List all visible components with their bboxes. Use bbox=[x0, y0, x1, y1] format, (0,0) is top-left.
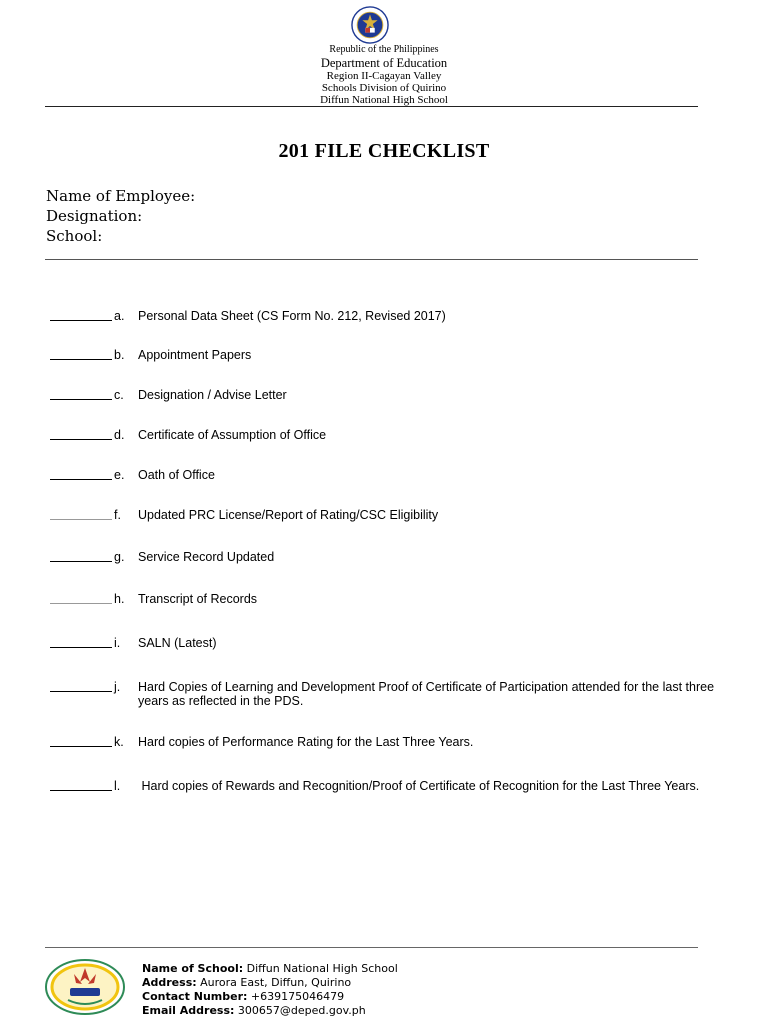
item-text: Appointment Papers bbox=[138, 348, 252, 362]
letterhead-region: Region II-Cagayan Valley bbox=[326, 70, 442, 82]
checkbox-blank-line[interactable] bbox=[50, 603, 112, 604]
checkbox-blank-line[interactable] bbox=[50, 320, 112, 321]
footer-address bbox=[142, 977, 351, 988]
designation-label: Designation: bbox=[46, 207, 143, 225]
item-letter: f. bbox=[114, 508, 121, 522]
footer-email-value[interactable]: 300657@deped.gov.ph bbox=[234, 1004, 366, 1017]
checkbox-blank-line[interactable] bbox=[50, 399, 112, 400]
item-text: Hard Copies of Learning and Development Proof of Certificate of Participation attended for the last three years as reflected in the PDS. bbox=[138, 680, 715, 708]
checklist-item-k bbox=[0, 735, 768, 765]
item-letter: h. bbox=[114, 592, 125, 606]
item-text: Service Record Updated bbox=[138, 550, 275, 564]
school-logo-icon bbox=[44, 958, 126, 1016]
checkbox-blank-line[interactable] bbox=[50, 691, 112, 692]
item-letter: c. bbox=[114, 388, 124, 402]
section-divider bbox=[45, 259, 698, 260]
footer-contact-value: +639175046479 bbox=[247, 990, 345, 1003]
item-text: Updated PRC License/Report of Rating/CSC Eligibility bbox=[138, 508, 439, 522]
employee-name-label: Name of Employee: bbox=[46, 187, 196, 205]
checklist-item-h bbox=[0, 592, 768, 622]
item-text: Certificate of Assumption of Office bbox=[138, 428, 327, 442]
footer-school-name bbox=[142, 963, 398, 974]
footer-address-value: Aurora East, Diffun, Quirino bbox=[196, 976, 352, 989]
footer-school-value: Diffun National High School bbox=[243, 962, 398, 975]
letterhead-department: Department of Education bbox=[320, 56, 448, 70]
checklist-item-g bbox=[0, 550, 768, 580]
letterhead-school: Diffun National High School bbox=[320, 94, 448, 106]
checklist-item-l bbox=[0, 779, 768, 809]
item-letter: g. bbox=[114, 550, 125, 564]
item-letter: l. bbox=[114, 779, 121, 793]
checkbox-blank-line[interactable] bbox=[50, 746, 112, 747]
item-text: Transcript of Records bbox=[138, 592, 258, 606]
checklist-item-j bbox=[0, 680, 768, 710]
checklist-item-i bbox=[0, 636, 768, 666]
page-title: 201 FILE CHECKLIST bbox=[278, 140, 490, 162]
item-text: Hard copies of Performance Rating for the Last Three Years. bbox=[138, 735, 474, 749]
checkbox-blank-line[interactable] bbox=[50, 359, 112, 360]
item-letter: d. bbox=[114, 428, 125, 442]
checkbox-blank-line[interactable] bbox=[50, 479, 112, 480]
deped-seal-icon bbox=[351, 6, 389, 44]
footer-address-label: Address: bbox=[142, 976, 197, 989]
checklist-item-a bbox=[0, 309, 768, 339]
letterhead-division: Schools Division of Quirino bbox=[321, 82, 447, 94]
item-text: Personal Data Sheet (CS Form No. 212, Revised 2017) bbox=[138, 309, 446, 323]
checklist-item-b bbox=[0, 348, 768, 378]
header-divider bbox=[45, 106, 698, 107]
checklist-item-c bbox=[0, 388, 768, 418]
item-letter: i. bbox=[114, 636, 121, 650]
item-letter: e. bbox=[114, 468, 125, 482]
letterhead-republic: Republic of the Philippines bbox=[329, 44, 439, 55]
item-text: Designation / Advise Letter bbox=[138, 388, 287, 402]
school-label: School: bbox=[46, 227, 103, 245]
item-text: Hard copies of Rewards and Recognition/Proof of Certificate of Recognition for the Last Three Years. bbox=[138, 779, 700, 793]
checkbox-blank-line[interactable] bbox=[50, 647, 112, 648]
checklist-item-f bbox=[0, 508, 768, 538]
footer-email-label: Email Address: bbox=[142, 1004, 235, 1017]
item-text: SALN (Latest) bbox=[138, 636, 217, 650]
checkbox-blank-line[interactable] bbox=[50, 519, 112, 520]
checkbox-blank-line[interactable] bbox=[50, 439, 112, 440]
footer-school-label: Name of School: bbox=[142, 962, 244, 975]
item-letter: a. bbox=[114, 309, 125, 323]
footer-contact bbox=[142, 991, 344, 1002]
checkbox-blank-line[interactable] bbox=[50, 790, 112, 791]
item-letter: b. bbox=[114, 348, 125, 362]
footer-email bbox=[142, 1005, 366, 1016]
item-letter: k. bbox=[114, 735, 124, 749]
checklist-item-d bbox=[0, 428, 768, 458]
checklist-item-e bbox=[0, 468, 768, 498]
checkbox-blank-line[interactable] bbox=[50, 561, 112, 562]
footer-contact-label: Contact Number: bbox=[142, 990, 248, 1003]
item-text: Oath of Office bbox=[138, 468, 215, 482]
item-letter: j. bbox=[114, 680, 121, 694]
footer-divider bbox=[45, 947, 698, 948]
